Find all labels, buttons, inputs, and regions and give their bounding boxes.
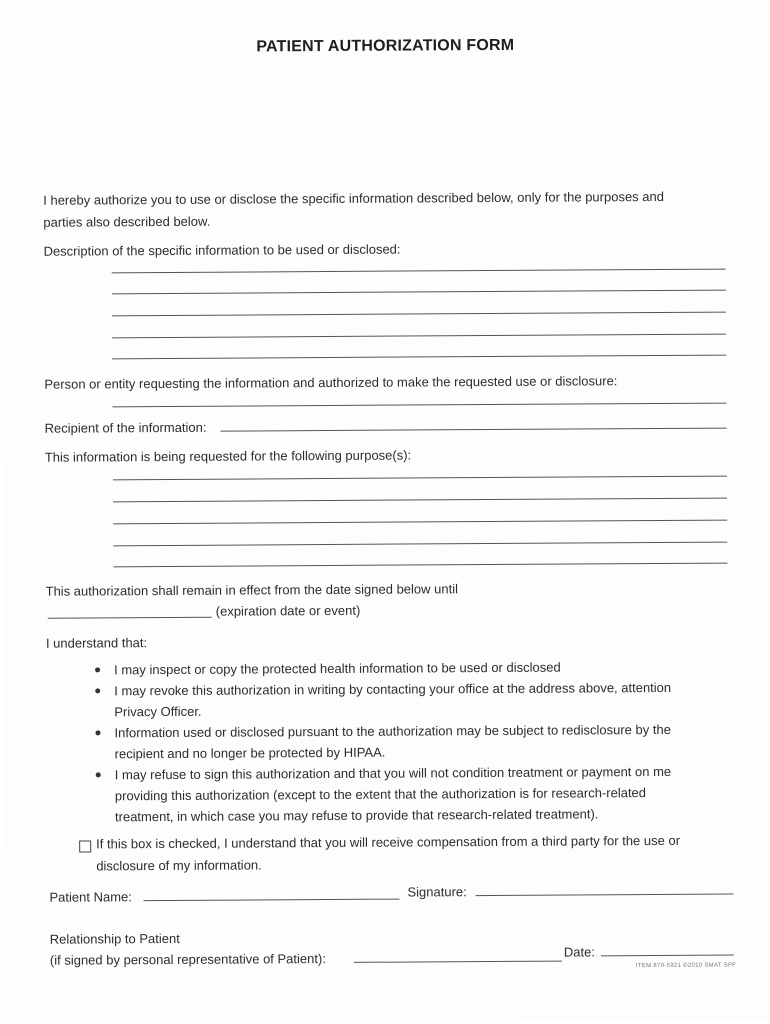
bullet-3-line-2: recipient and no longer be protected by HIPAA.: [114, 744, 386, 762]
purpose-line-4[interactable]: [113, 542, 727, 547]
description-line-5[interactable]: [112, 355, 726, 360]
description-label: Description of the specific information to be used or disclosed:: [43, 241, 401, 259]
bullet-icon: [95, 730, 100, 735]
person-label: Person or entity requesting the information and authorized to make the requested use or disclosure:: [44, 373, 618, 392]
intro-line-1: I hereby authorize you to use or disclose the specific information described below, only for the purposes and: [43, 188, 665, 208]
bullet-icon: [95, 667, 100, 672]
date-line[interactable]: [601, 955, 734, 957]
footer-item-code: ITEM 870-5921 ©2010 SMAT SPF: [635, 962, 737, 970]
description-line-2[interactable]: [112, 290, 726, 295]
recipient-line[interactable]: [221, 428, 727, 432]
form-title: PATIENT AUTHORIZATION FORM: [256, 36, 515, 56]
expiration-label: (expiration date or event): [215, 602, 361, 619]
description-line-1[interactable]: [112, 269, 726, 274]
patient-name-label: Patient Name:: [49, 889, 132, 905]
compensation-line-1: If this box is checked, I understand that you will receive compensation from a third party for the use or: [96, 832, 681, 852]
bullet-1: I may inspect or copy the protected health information to be used or disclosed: [114, 659, 561, 678]
understand-label: I understand that:: [45, 635, 148, 651]
bullet-4-line-2: providing this authorization (except to the extent that the authorization is for research-related: [114, 785, 647, 804]
bullet-3-line-1: Information used or disclosed pursuant to the authorization may be subject to redisclosure by the: [114, 721, 671, 741]
purpose-line-2[interactable]: [113, 498, 727, 503]
relationship-qualifier: (if signed by personal representative of Patient):: [49, 951, 326, 968]
purpose-line-1[interactable]: [113, 476, 727, 481]
signature-line[interactable]: [475, 894, 733, 897]
bullet-icon: [95, 688, 100, 693]
date-label: Date:: [563, 944, 595, 960]
person-line[interactable]: [112, 403, 726, 408]
compensation-checkbox[interactable]: [79, 840, 91, 852]
relationship-line[interactable]: [354, 961, 562, 963]
intro-line-2: parties also described below.: [43, 213, 211, 230]
purpose-label: This information is being requested for the following purpose(s):: [44, 447, 412, 465]
bullet-icon: [96, 772, 101, 777]
recipient-label: Recipient of the information:: [44, 419, 207, 436]
compensation-line-2: disclosure of my information.: [96, 857, 262, 874]
patient-name-line[interactable]: [144, 899, 400, 902]
description-line-4[interactable]: [112, 334, 726, 339]
bullet-4-line-1: I may refuse to sign this authorization and that you will not condition treatment or payment on me: [114, 763, 672, 783]
authorization-line: This authorization shall remain in effect from the date signed below until: [45, 581, 459, 599]
bullet-2-line-2: Privacy Officer.: [114, 703, 202, 720]
purpose-line-5[interactable]: [113, 563, 727, 568]
description-line-3[interactable]: [112, 312, 726, 317]
relationship-label: Relationship to Patient: [49, 930, 180, 947]
bullet-2-line-1: I may revoke this authorization in writing by contacting your office at the address above, attention: [114, 679, 672, 699]
purpose-line-3[interactable]: [113, 520, 727, 525]
signature-label: Signature:: [407, 884, 467, 900]
expiration-line[interactable]: [48, 617, 212, 619]
bullet-4-line-3: treatment, in which case you may refuse to provide that research-related treatment).: [114, 806, 599, 825]
